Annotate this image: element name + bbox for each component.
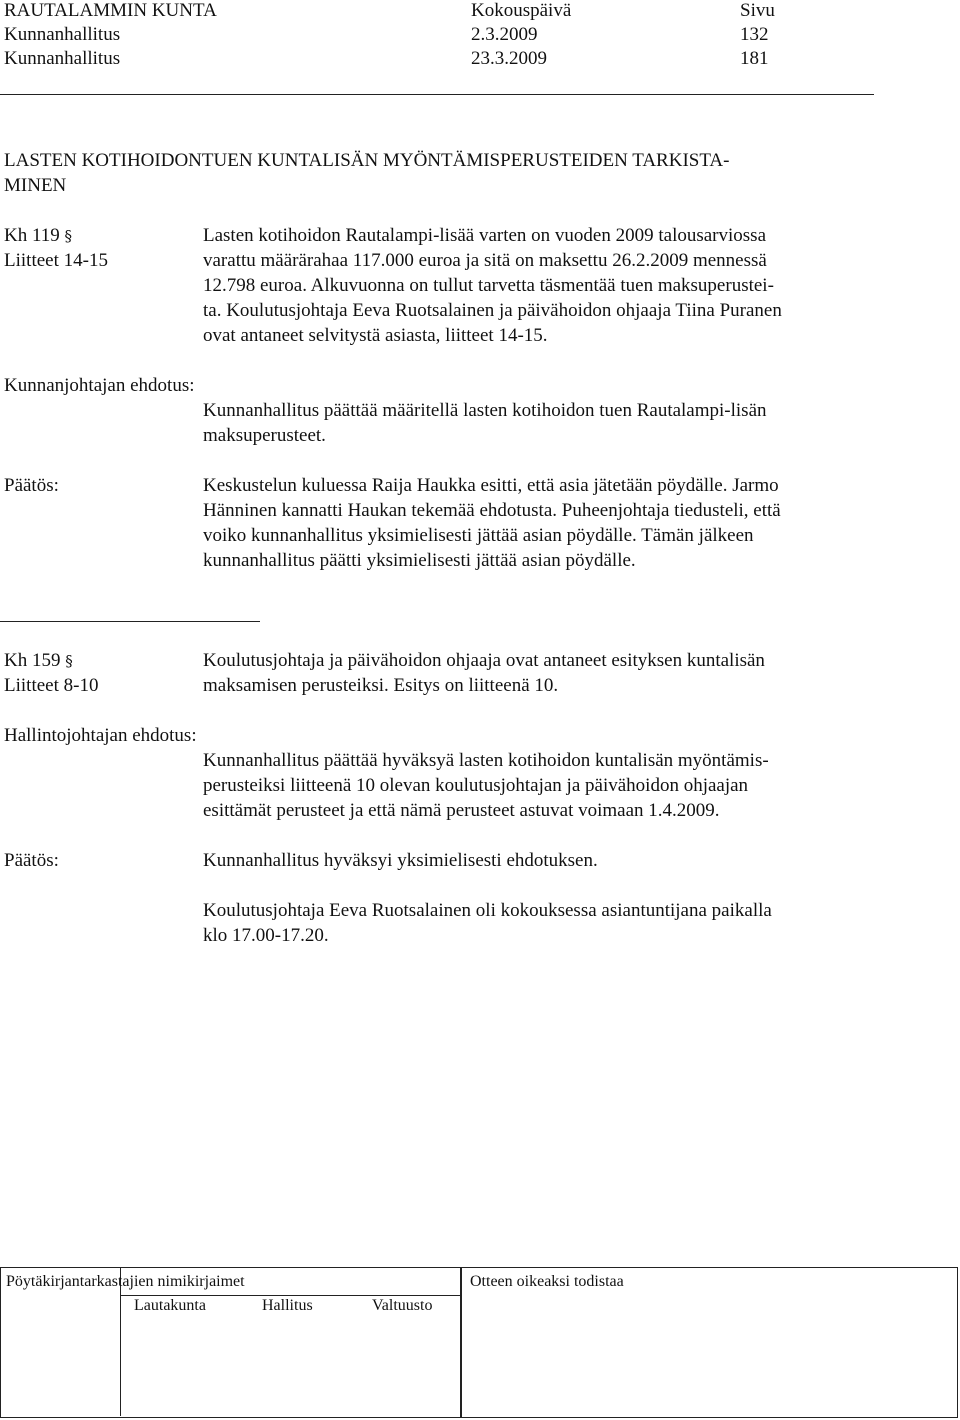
body-name: Kunnanhallitus bbox=[4, 24, 121, 45]
decision-line: Keskustelun kuluessa Raija Haukka esitti, että asia jätetään pöydälle. Jarmo bbox=[203, 475, 779, 496]
decision-line: Hänninen kannatti Haukan tekemää ehdotusta. Puheenjohtaja tiedusteli, että bbox=[203, 500, 781, 521]
body-line: maksamisen perusteiksi. Esitys on liitteenä 10. bbox=[203, 675, 559, 696]
kh-number: Kh 159 bbox=[4, 650, 61, 671]
proposal-line: perusteiksi liitteenä 10 olevan koulutusjohtajan ja päivähoidon ohjaajan bbox=[203, 775, 749, 796]
page-number: 132 bbox=[740, 24, 769, 45]
section-title: LASTEN KOTIHOIDONTUEN KUNTALISÄN MYÖNTÄMISPERUSTEIDEN TARKISTA- bbox=[4, 150, 730, 171]
meeting-date-label: Kokouspäivä bbox=[471, 0, 572, 21]
footer-body-hallitus: Hallitus bbox=[262, 1297, 313, 1314]
header-divider bbox=[0, 94, 874, 95]
proposal-line: Kunnanhallitus päättää hyväksyä lasten kotihoidon kuntalisän myöntämis- bbox=[203, 750, 769, 771]
section-symbol: § bbox=[64, 227, 73, 245]
body-name: Kunnanhallitus bbox=[4, 48, 121, 69]
section-symbol: § bbox=[65, 652, 73, 670]
proposal-label: Kunnanjohtajan ehdotus: bbox=[4, 375, 195, 396]
header-row bbox=[4, 22, 874, 47]
decision-line: voiko kunnanhallitus yksimielisesti jättää asian pöydälle. Tämän jälkeen bbox=[203, 525, 754, 546]
section-divider bbox=[0, 621, 260, 622]
attachments-reference: Liitteet 8-10 bbox=[4, 675, 99, 696]
decision-line: kunnanhallitus päätti yksimielisesti jättää asian pöydälle. bbox=[203, 550, 636, 571]
body-line: ta. Koulutusjohtaja Eeva Ruotsalainen ja päivähoidon ohjaaja Tiina Puranen bbox=[203, 300, 782, 321]
proposal-line: esittämät perusteet ja että nämä perusteet astuvat voimaan 1.4.2009. bbox=[203, 800, 720, 821]
proposal-line: Kunnanhallitus päättää määritellä lasten kotihoidon tuen Rautalampi-lisän bbox=[203, 400, 767, 421]
signatures-label: Pöytäkirjantarkastajien nimikirjaimet bbox=[6, 1273, 245, 1290]
body-line: ovat antaneet selvitystä asiasta, liitteet 14-15. bbox=[203, 325, 548, 346]
body-line: Koulutusjohtaja ja päivähoidon ohjaaja ovat antaneet esityksen kuntalisän bbox=[203, 650, 765, 671]
kh-number: Kh 119 bbox=[4, 225, 60, 246]
decision-line: Kunnanhallitus hyväksyi yksimielisesti ehdotuksen. bbox=[203, 850, 598, 871]
municipality-name: RAUTALAMMIN KUNTA bbox=[4, 0, 217, 21]
note-line: klo 17.00-17.20. bbox=[203, 925, 329, 946]
body-line: 12.798 euroa. Alkuvuonna on tullut tarvetta täsmentää tuen maksuperustei- bbox=[203, 275, 774, 296]
decision-label: Päätös: bbox=[4, 850, 59, 871]
footer-body-valtuusto: Valtuusto bbox=[372, 1297, 433, 1314]
page-number: 181 bbox=[740, 48, 769, 69]
kh-reference bbox=[4, 223, 72, 249]
footer-row-divider bbox=[120, 1295, 460, 1296]
attachments-reference: Liitteet 14-15 bbox=[4, 250, 108, 271]
decision-label: Päätös: bbox=[4, 475, 59, 496]
header-row bbox=[4, 0, 874, 23]
page-label: Sivu bbox=[740, 0, 775, 21]
body-line: varattu määrärahaa 117.000 euroa ja sitä on maksettu 26.2.2009 mennessä bbox=[203, 250, 767, 271]
note-line: Koulutusjohtaja Eeva Ruotsalainen oli kokouksessa asiantuntijana paikalla bbox=[203, 900, 772, 921]
header-row bbox=[4, 46, 874, 71]
proposal-line: maksuperusteet. bbox=[203, 425, 326, 446]
meeting-date: 2.3.2009 bbox=[471, 24, 538, 45]
kh-reference bbox=[4, 648, 73, 674]
body-line: Lasten kotihoidon Rautalampi-lisää varten on vuoden 2009 talousarviossa bbox=[203, 225, 767, 246]
certified-label: Otteen oikeaksi todistaa bbox=[470, 1273, 624, 1290]
proposal-label: Hallintojohtajan ehdotus: bbox=[4, 725, 197, 746]
section-title-continued: MINEN bbox=[4, 175, 67, 196]
meeting-date: 23.3.2009 bbox=[471, 48, 547, 69]
footer-body-lautakunta: Lautakunta bbox=[134, 1297, 206, 1314]
